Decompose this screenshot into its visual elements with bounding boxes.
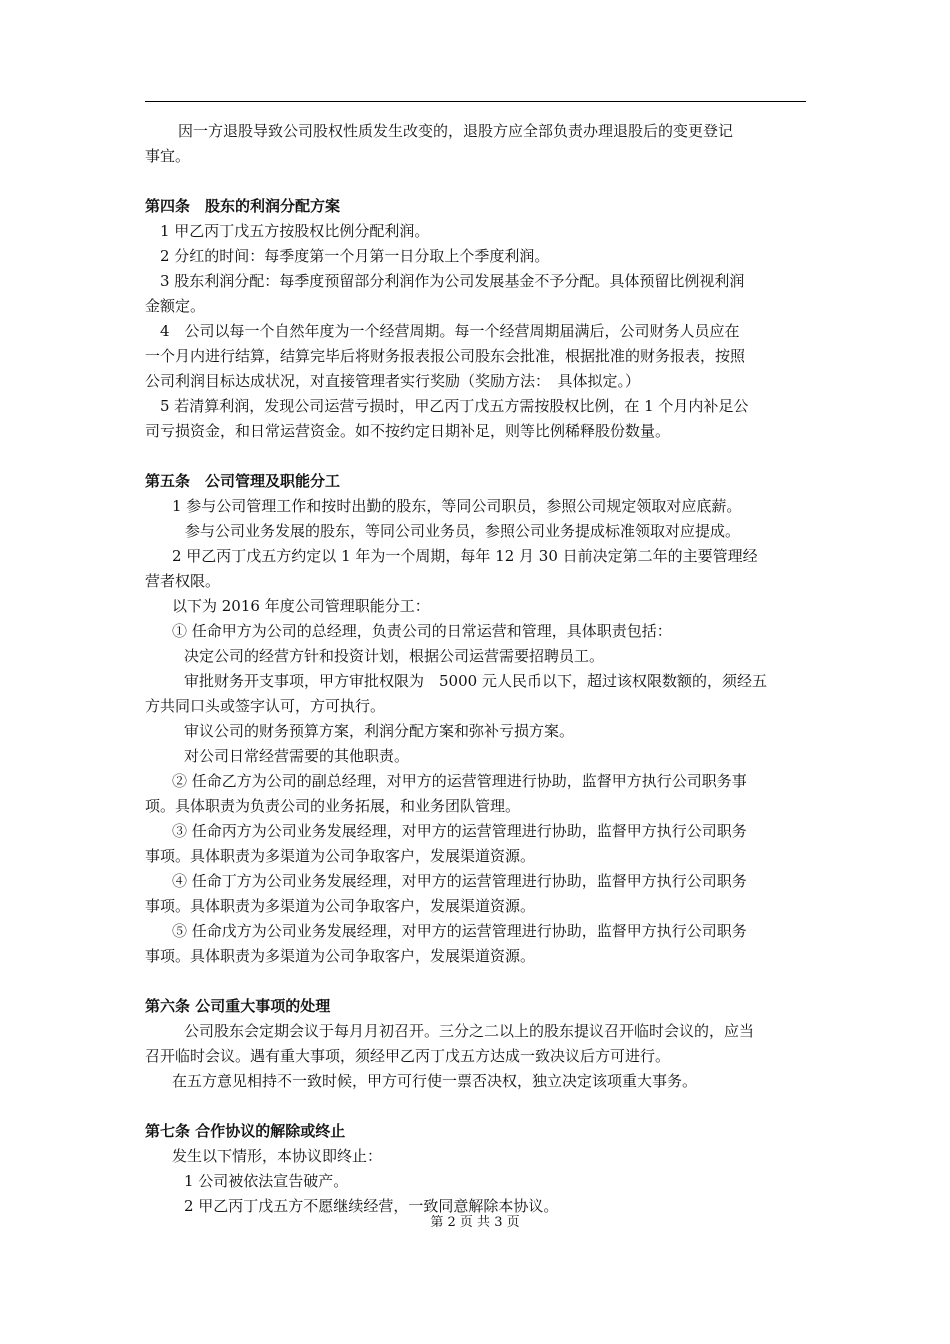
paragraph-line: 因一方退股导致公司股权性质发生改变的，退股方应全部负责办理退股后的变更登记 [178,122,734,140]
paragraph-line: 事项。具体职责为多渠道为公司争取客户，发展渠道资源。 [145,897,536,915]
paragraph-line: 对公司日常经营需要的其他职责。 [184,747,410,765]
paragraph-line: 在五方意见相持不一致时候，甲方可行使一票否决权，独立决定该项重大事务。 [172,1072,698,1090]
paragraph-line: 事项。具体职责为多渠道为公司争取客户，发展渠道资源。 [145,947,536,965]
list-item: ② 任命乙方为公司的副总经理，对甲方的运营管理进行协助，监督甲方执行公司职务事 [172,772,747,790]
paragraph-line: 以下为 2016 年度公司管理职能分工： [172,597,430,615]
paragraph-line: 4 公司以每一个自然年度为一个经营周期。每一个经营周期届满后，公司财务人员应在 [160,322,740,340]
paragraph-line: 公司利润目标达成状况，对直接管理者实行奖励（奖励方法： 具体拟定。） [145,372,641,390]
paragraph-line: 决定公司的经营方针和投资计划，根据公司运营需要招聘员工。 [184,647,605,665]
list-item: ⑤ 任命戊方为公司业务发展经理，对甲方的运营管理进行协助，监督甲方执行公司职务 [172,922,747,940]
list-item: 1 公司被依法宣告破产。 [184,1172,349,1190]
paragraph-line: 1 甲乙丙丁戊五方按股权比例分配利润。 [160,222,430,240]
paragraph-line: 3 股东利润分配：每季度预留部分利润作为公司发展基金不予分配。具体预留比例视利润 [160,272,745,290]
paragraph-line: 审议公司的财务预算方案，利润分配方案和弥补亏损方案。 [184,722,575,740]
list-item: 2 甲乙丙丁戊五方不愿继续经营，一致同意解除本协议。 [184,1197,559,1215]
paragraph-line: 参与公司业务发展的股东，等同公司业务员，参照公司业务提成标准领取对应提成。 [185,522,741,540]
article-4-heading: 第四条 股东的利润分配方案 [145,197,341,215]
paragraph-line: 召开临时会议。遇有重大事项，须经甲乙丙丁戊五方达成一致决议后方可进行。 [145,1047,671,1065]
paragraph-line: 发生以下情形，本协议即终止： [172,1147,383,1165]
paragraph-line: 审批财务开支事项，甲方审批权限为 5000 元人民币以下，超过该权限数额的，须经五 [184,672,767,690]
paragraph-line: 营者权限。 [145,572,221,590]
paragraph-line: 2 分红的时间：每季度第一个月第一日分取上个季度利润。 [160,247,550,265]
paragraph-line: 项。具体职责为负责公司的业务拓展，和业务团队管理。 [145,797,521,815]
list-item: ④ 任命丁方为公司业务发展经理，对甲方的运营管理进行协助，监督甲方执行公司职务 [172,872,747,890]
article-5-heading: 第五条 公司管理及职能分工 [145,472,341,490]
article-7-heading: 第七条 合作协议的解除或终止 [145,1122,346,1140]
paragraph-line: 事宜。 [145,147,191,165]
page-number: 第 2 页 共 3 页 [430,1215,520,1230]
paragraph-line: 方共同口头或签字认可，方可执行。 [145,697,386,715]
list-item: ③ 任命丙方为公司业务发展经理，对甲方的运营管理进行协助，监督甲方执行公司职务 [172,822,747,840]
paragraph-line: 5 若清算利润，发现公司运营亏损时，甲乙丙丁戊五方需按股权比例，在 1 个月内补足公 [160,397,749,415]
paragraph-line: 1 参与公司管理工作和按时出勤的股东，等同公司职员，参照公司规定领取对应底薪。 [172,497,742,515]
list-item: ① 任命甲方为公司的总经理，负责公司的日常运营和管理，具体职责包括： [172,622,672,640]
header-rule [145,101,806,102]
paragraph-line: 司亏损资金，和日常运营资金。如不按约定日期补足，则等比例稀释股份数量。 [145,422,671,440]
paragraph-line: 事项。具体职责为多渠道为公司争取客户，发展渠道资源。 [145,847,536,865]
paragraph-line: 金额定。 [145,297,206,315]
paragraph-line: 公司股东会定期会议于每月月初召开。三分之二以上的股东提议召开临时会议的，应当 [184,1022,755,1040]
paragraph-line: 一个月内进行结算，结算完毕后将财务报表报公司股东会批准，根据批准的财务报表，按照 [145,347,746,365]
paragraph-line: 2 甲乙丙丁戊五方约定以 1 年为一个周期，每年 12 月 30 日前决定第二年的主要管理经 [172,547,758,565]
article-6-heading: 第六条 公司重大事项的处理 [145,997,331,1015]
